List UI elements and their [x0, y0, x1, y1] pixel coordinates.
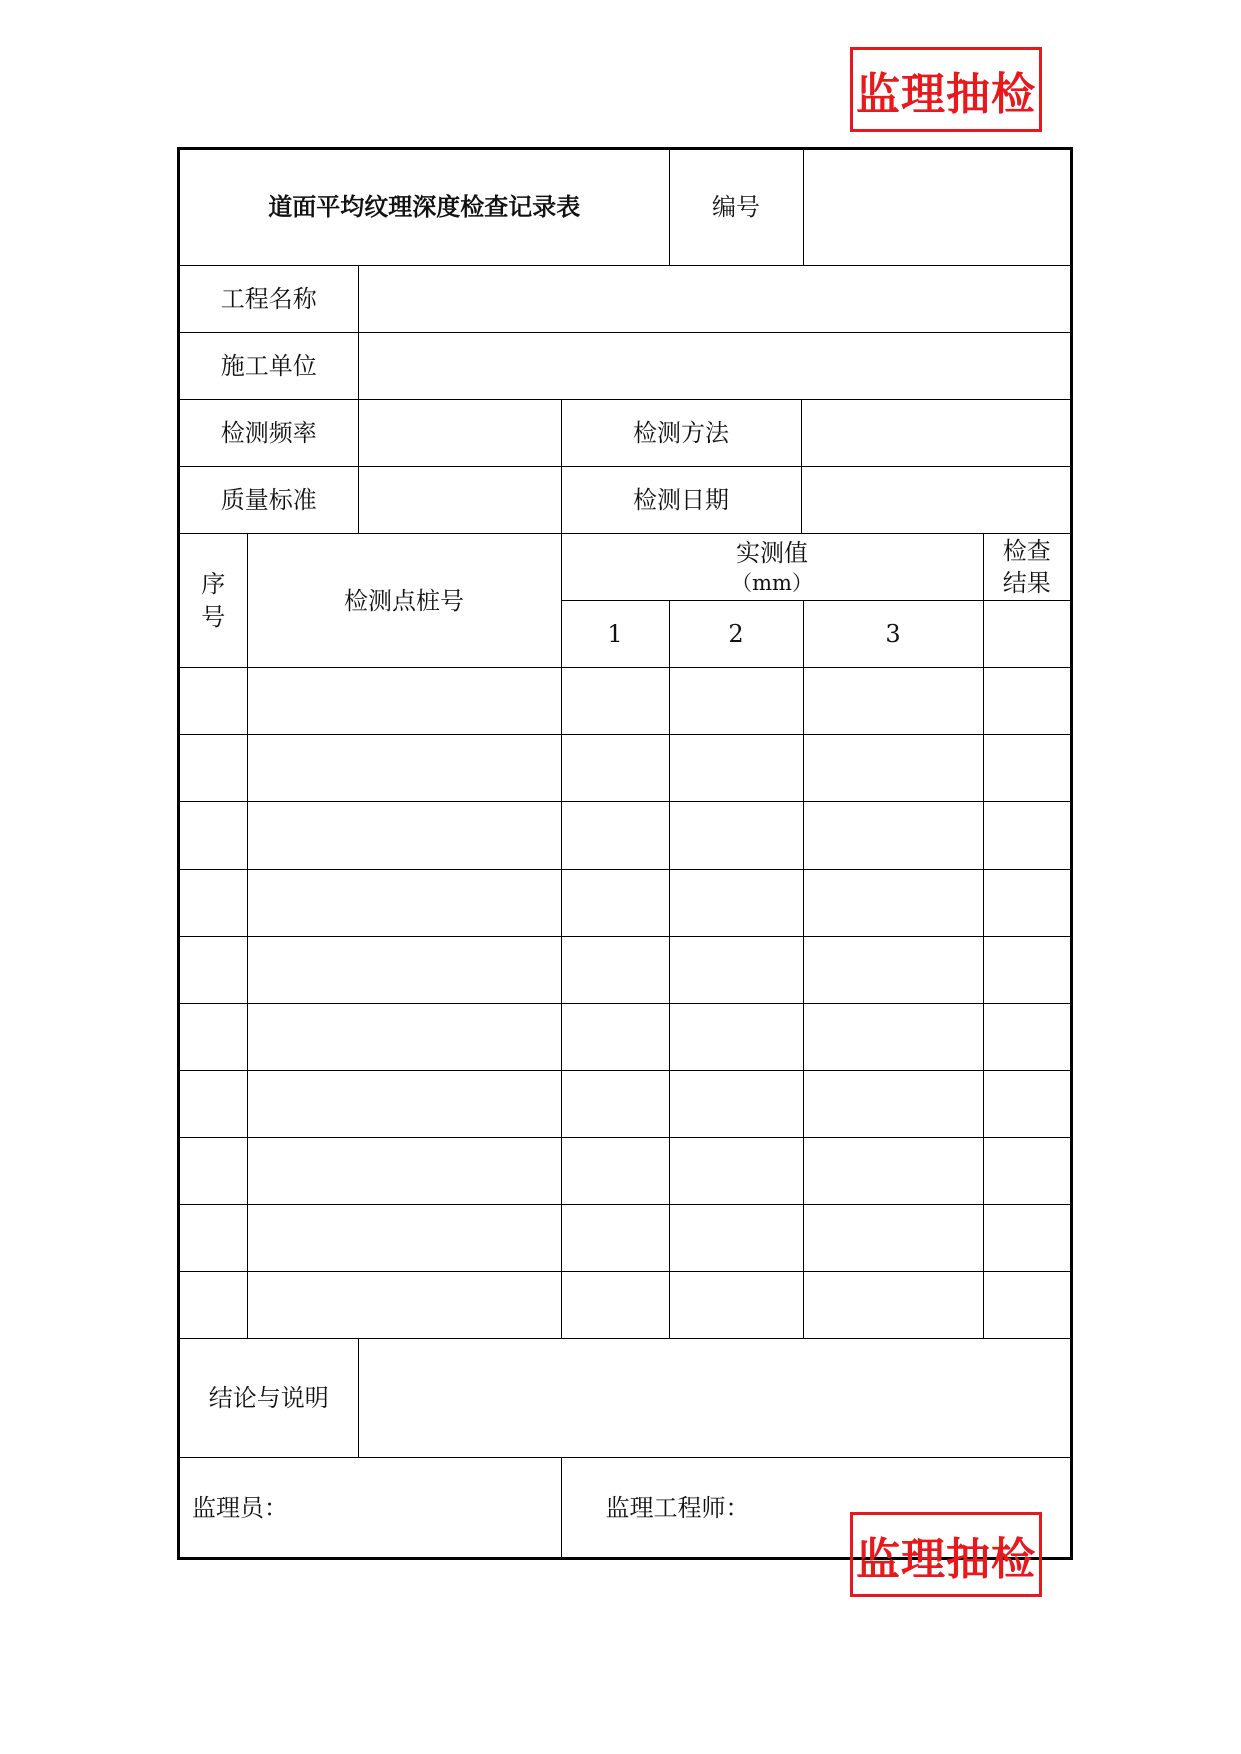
table-row [180, 1204, 1070, 1271]
value2-cell[interactable] [669, 668, 803, 735]
table-row [180, 936, 1070, 1003]
number-field[interactable] [803, 150, 1070, 265]
table-row [180, 735, 1070, 802]
construction-unit-label: 施工单位 [180, 332, 358, 399]
seq-cell[interactable] [180, 735, 247, 802]
form-title: 道面平均纹理深度检查记录表 [180, 150, 669, 265]
station-cell[interactable] [247, 1070, 561, 1137]
value1-cell[interactable] [561, 1070, 669, 1137]
station-header: 检测点桩号 [247, 534, 561, 668]
stamp-supervision-check-top: 监理抽检 [850, 47, 1042, 132]
result-col-blank [983, 601, 1070, 668]
result-cell[interactable] [983, 1070, 1070, 1137]
conclusion-field[interactable] [358, 1339, 1070, 1458]
value1-cell[interactable] [561, 668, 669, 735]
seq-cell[interactable] [180, 1070, 247, 1137]
result-header [983, 534, 1070, 601]
result-header-line1: 检查 [1002, 536, 1051, 565]
station-cell[interactable] [247, 936, 561, 1003]
method-field[interactable] [801, 399, 1070, 466]
seq-cell[interactable] [180, 1272, 247, 1339]
supervisor-label: 监理员： [192, 1493, 288, 1522]
quality-standard-field[interactable] [358, 466, 561, 533]
value1-cell[interactable] [561, 1137, 669, 1204]
date-label: 检测日期 [561, 466, 801, 533]
result-cell[interactable] [983, 735, 1070, 802]
stamp-supervision-check-bottom: 监理抽检 [850, 1512, 1042, 1597]
station-cell[interactable] [247, 668, 561, 735]
value3-cell[interactable] [803, 668, 983, 735]
result-cell[interactable] [983, 1003, 1070, 1070]
table-row [180, 668, 1070, 735]
measured-header [561, 534, 983, 601]
number-label: 编号 [669, 150, 803, 265]
value3-cell[interactable] [803, 802, 983, 869]
value3-cell[interactable] [803, 936, 983, 1003]
date-field[interactable] [801, 466, 1070, 533]
value2-cell[interactable] [669, 735, 803, 802]
value2-cell[interactable] [669, 1070, 803, 1137]
table-row [180, 1272, 1070, 1339]
value3-cell[interactable] [803, 1137, 983, 1204]
seq-cell[interactable] [180, 1204, 247, 1271]
value2-cell[interactable] [669, 1204, 803, 1271]
value3-cell[interactable] [803, 1272, 983, 1339]
seq-header-line2: 号 [201, 602, 226, 631]
table-row [180, 1137, 1070, 1204]
station-cell[interactable] [247, 1137, 561, 1204]
form-table [180, 150, 1070, 1557]
seq-cell[interactable] [180, 802, 247, 869]
value1-cell[interactable] [561, 869, 669, 936]
value1-cell[interactable] [561, 735, 669, 802]
measured-col-3: 3 [803, 601, 983, 668]
seq-cell[interactable] [180, 1137, 247, 1204]
project-name-label: 工程名称 [180, 265, 358, 332]
result-cell[interactable] [983, 1204, 1070, 1271]
measured-header-unit: （mm） [731, 571, 813, 596]
value3-cell[interactable] [803, 869, 983, 936]
measured-header-title: 实测值 [736, 538, 809, 567]
value1-cell[interactable] [561, 1003, 669, 1070]
result-cell[interactable] [983, 1272, 1070, 1339]
station-cell[interactable] [247, 869, 561, 936]
method-label: 检测方法 [561, 399, 801, 466]
seq-cell[interactable] [180, 668, 247, 735]
table-row [180, 802, 1070, 869]
station-cell[interactable] [247, 1003, 561, 1070]
seq-cell[interactable] [180, 1003, 247, 1070]
construction-unit-field[interactable] [358, 332, 1070, 399]
table-row [180, 1003, 1070, 1070]
quality-standard-label: 质量标准 [180, 466, 358, 533]
value2-cell[interactable] [669, 802, 803, 869]
seq-header-line1: 序 [201, 570, 226, 599]
seq-cell[interactable] [180, 869, 247, 936]
value3-cell[interactable] [803, 1204, 983, 1271]
station-cell[interactable] [247, 1272, 561, 1339]
result-header-line2: 结果 [1002, 569, 1051, 598]
value2-cell[interactable] [669, 936, 803, 1003]
value3-cell[interactable] [803, 1070, 983, 1137]
engineer-label: 监理工程师： [605, 1493, 750, 1522]
station-cell[interactable] [247, 1204, 561, 1271]
station-cell[interactable] [247, 735, 561, 802]
value3-cell[interactable] [803, 1003, 983, 1070]
conclusion-label: 结论与说明 [180, 1339, 358, 1458]
result-cell[interactable] [983, 668, 1070, 735]
seq-cell[interactable] [180, 936, 247, 1003]
station-cell[interactable] [247, 802, 561, 869]
result-cell[interactable] [983, 802, 1070, 869]
value1-cell[interactable] [561, 1204, 669, 1271]
measured-col-2: 2 [669, 601, 803, 668]
value2-cell[interactable] [669, 1003, 803, 1070]
value2-cell[interactable] [669, 1137, 803, 1204]
value2-cell[interactable] [669, 869, 803, 936]
result-cell[interactable] [983, 936, 1070, 1003]
table-row [180, 869, 1070, 936]
value1-cell[interactable] [561, 1272, 669, 1339]
inspection-record-form [177, 147, 1073, 1560]
table-row [180, 1070, 1070, 1137]
value1-cell[interactable] [561, 802, 669, 869]
frequency-field[interactable] [358, 399, 561, 466]
frequency-label: 检测频率 [180, 399, 358, 466]
measured-col-1: 1 [561, 601, 669, 668]
result-cell[interactable] [983, 869, 1070, 936]
supervisor-signature[interactable] [180, 1458, 561, 1557]
value2-cell[interactable] [669, 1272, 803, 1339]
value3-cell[interactable] [803, 735, 983, 802]
seq-header [180, 534, 247, 668]
value1-cell[interactable] [561, 936, 669, 1003]
result-cell[interactable] [983, 1137, 1070, 1204]
project-name-field[interactable] [358, 265, 1070, 332]
